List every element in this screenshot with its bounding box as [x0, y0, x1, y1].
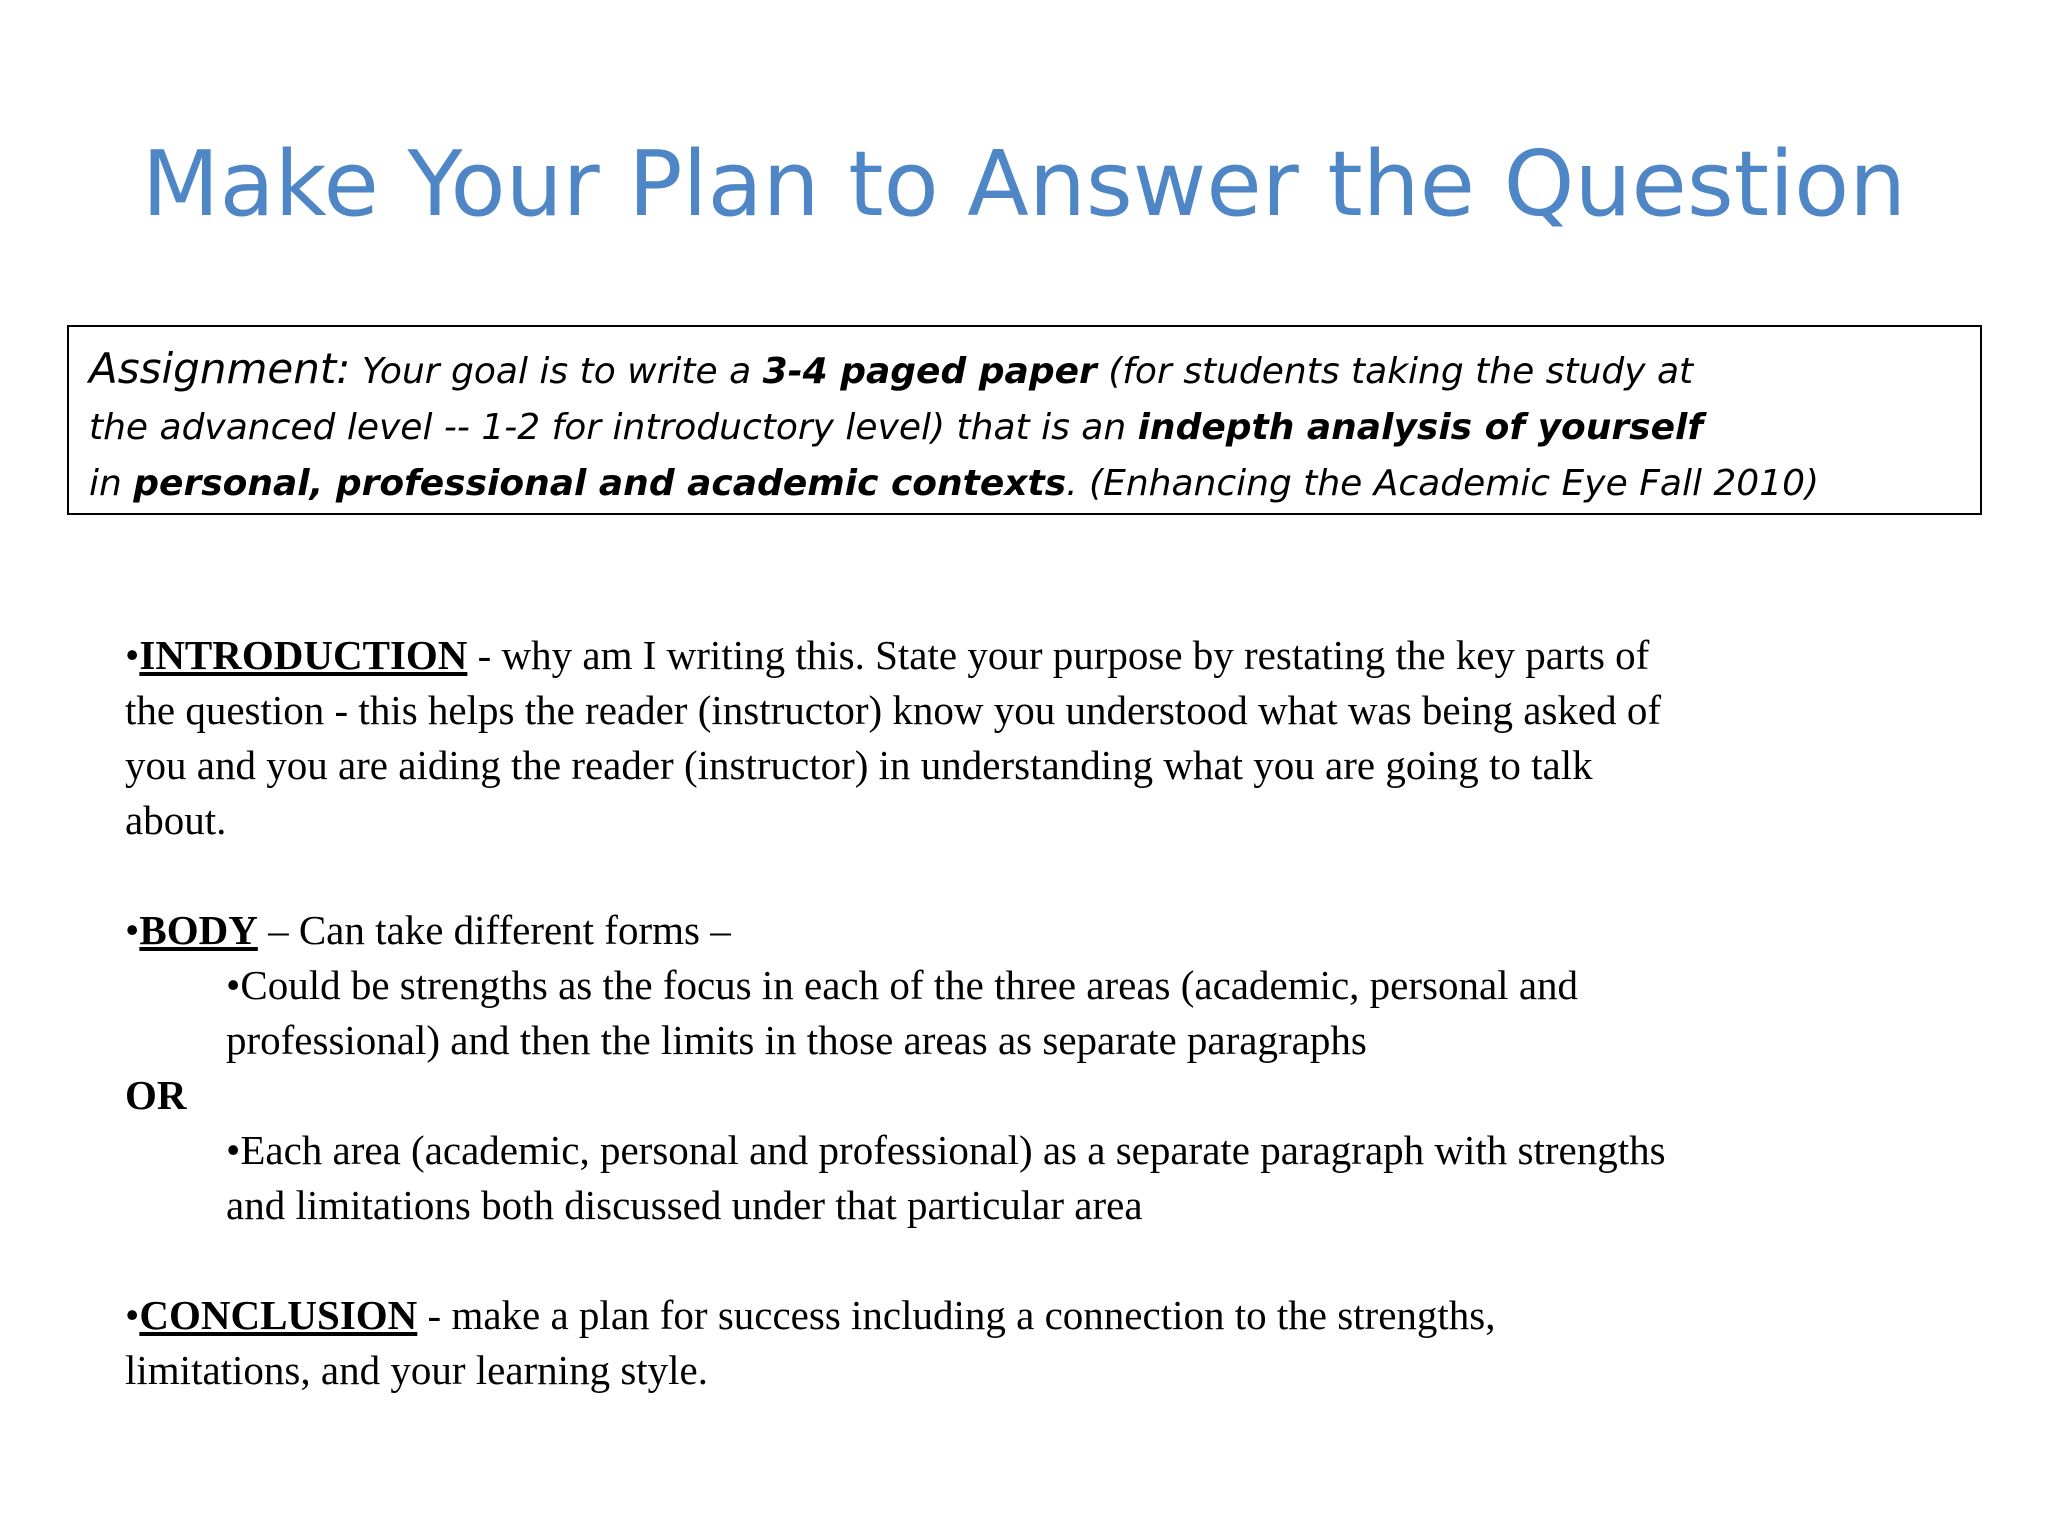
assignment-line-3	[89, 456, 1960, 512]
introduction-line: you and you are aiding the reader (instructor) in understanding what you are going to talk	[125, 742, 1593, 788]
plan-content	[125, 628, 1925, 1398]
body-option-2: and limitations both discussed under that particular area	[226, 1182, 1143, 1228]
bullet: •	[125, 1292, 140, 1338]
conclusion-line: limitations, and your learning style.	[125, 1347, 709, 1393]
conclusion-line	[125, 1288, 1925, 1343]
assignment-text: in	[89, 463, 134, 504]
assignment-text: Your goal is to write a	[350, 351, 763, 392]
conclusion-text: - make a plan for success including a connection to the strengths,	[417, 1292, 1496, 1338]
introduction-line: the question - this helps the reader (instructor) know you understood what was being asked of	[125, 687, 1661, 733]
introduction-section	[125, 628, 1925, 848]
introduction-heading: INTRODUCTION	[139, 632, 468, 678]
bullet: •	[125, 907, 140, 953]
assignment-emphasis: indepth analysis of yourself	[1137, 407, 1703, 448]
body-option-2: •Each area (academic, personal and professional) as a separate paragraph with strengths	[226, 1127, 1666, 1173]
assignment-line-2	[89, 400, 1960, 456]
spacer	[125, 1233, 1925, 1288]
introduction-text: - why am I writing this. State your purpose by restating the key parts of	[467, 632, 1650, 678]
assignment-lead: Assignment:	[89, 344, 351, 393]
assignment-line-1	[89, 341, 1960, 400]
conclusion-heading: CONCLUSION	[139, 1292, 418, 1338]
assignment-text: the advanced level -- 1-2 for introductory level) that is an	[89, 407, 1138, 448]
body-text: – Can take different forms –	[257, 907, 731, 953]
body-section	[125, 903, 1925, 1233]
conclusion-section	[125, 1288, 1925, 1398]
slide-title: Make Your Plan to Answer the Question	[141, 132, 1907, 237]
body-heading: BODY	[139, 907, 258, 953]
assignment-box	[67, 325, 1982, 515]
body-option-1: professional) and then the limits in those areas as separate paragraphs	[226, 1017, 1367, 1063]
assignment-text: (for students taking the study at	[1096, 351, 1694, 392]
assignment-emphasis: personal, professional and academic contexts	[133, 463, 1067, 504]
body-or: OR	[125, 1072, 187, 1118]
spacer	[125, 848, 1925, 903]
introduction-line	[125, 628, 1925, 683]
body-option-1: •Could be strengths as the focus in each of the three areas (academic, personal and	[226, 962, 1579, 1008]
assignment-emphasis: 3-4 paged paper	[762, 351, 1097, 392]
introduction-line: about.	[125, 797, 227, 843]
bullet: •	[125, 632, 140, 678]
body-line	[125, 903, 1925, 958]
assignment-text: . (Enhancing the Academic Eye Fall 2010)	[1066, 463, 1820, 504]
